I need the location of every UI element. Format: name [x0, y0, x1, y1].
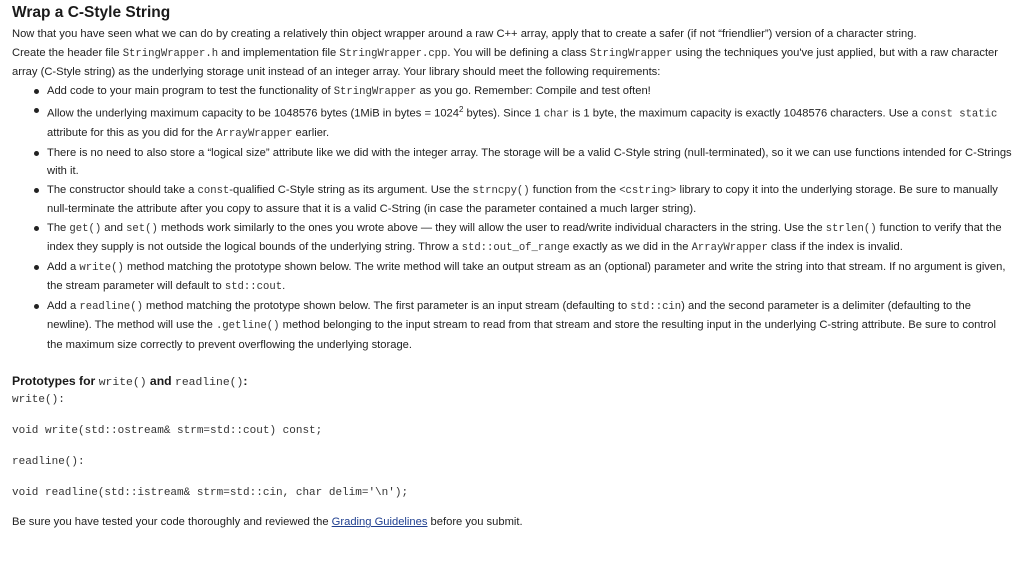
readline-signature: void readline(std::istream& strm=std::cin, char delim='\n');	[12, 487, 409, 500]
list-item: The constructor should take a const-qualified C-Style string as its argument. Use the strncpy() function from the <cstring> library to copy it into the underlying storage. Be sure to manually null-terminate the attribute after you copy to assure that it is a valid C-String (in case the parameter contained a much larger string).	[47, 181, 1012, 219]
footer-note: Be sure you have tested your code thoroughly and reviewed the Grading Guidelines before you submit.	[12, 516, 523, 529]
bullet-icon	[34, 265, 39, 270]
bullet-icon	[34, 304, 39, 309]
bullet-icon	[34, 108, 39, 113]
list-item: Add a write() method matching the prototype shown below. The write method will take an output stream as an (optional) parameter and write the string into that stream. If no argument is given, the stream parameter will default to std::cout.	[47, 258, 1012, 297]
page-title: Wrap a C-Style String	[12, 4, 171, 21]
readline-label: readline():	[12, 456, 85, 469]
grading-guidelines-link[interactable]: Grading Guidelines	[331, 516, 428, 529]
list-item: There is no need to also store a “logical size” attribute like we did with the integer array. The storage will be a valid C-Style string (null-terminated), so it we can use functions intended for C-Strings with it.	[47, 144, 1012, 181]
bullet-icon	[34, 226, 39, 231]
bullet-icon	[34, 151, 39, 156]
write-signature: void write(std::ostream& strm=std::cout) const;	[12, 425, 323, 438]
intro-paragraph: Now that you have seen what we can do by creating a relatively thin object wrapper around a raw C++ array, apply that to create a safer (if not “friendlier”) version of a character string.	[12, 28, 917, 40]
write-label: write():	[12, 394, 65, 407]
list-item: Allow the underlying maximum capacity to be 1048576 bytes (1MiB in bytes = $1024^2$ bytes). Since 1 char is 1 byte, the maximum capacity is exactly 1048576 characters. Use a const static attribute for this as you did for the ArrayWrapper earlier.	[47, 101, 1012, 144]
prototypes-heading: Prototypes for write() and readline():	[12, 374, 248, 390]
requirements-intro: Create the header file StringWrapper.h and implementation file StringWrapper.cpp. You will be defining a class StringWrapper using the techniques you've just applied, but with a raw character array (C-Style string) as the underlying storage unit instead of an integer array. Your library should meet the following requirements:	[12, 46, 999, 78]
list-item: The get() and set() methods work similarly to the ones you wrote above — they will allow the user to read/write individual characters in the string. Use the strlen() function to verify that the index they supply is not outside the logical bounds of the underlying string. Throw a std::out_of_range exactly as we did in the ArrayWrapper class if the index is invalid.	[47, 219, 1012, 258]
bullet-icon	[34, 89, 39, 94]
bullet-icon	[34, 188, 39, 193]
list-item: Add code to your main program to test the functionality of StringWrapper as you go. Remember: Compile and test often!	[47, 82, 1012, 102]
requirements-list	[12, 82, 1012, 355]
list-item: Add a readline() method matching the prototype shown below. The first parameter is an input stream (defaulting to std::cin) and the second parameter is a delimiter (defaulting to the newline). The method will use the .getline() method belonging to the input stream to read from that stream and store the resulting input in the underlying C-string attribute. Be sure to control the maximum size correctly to prevent overflowing the underlying storage.	[47, 297, 1012, 355]
